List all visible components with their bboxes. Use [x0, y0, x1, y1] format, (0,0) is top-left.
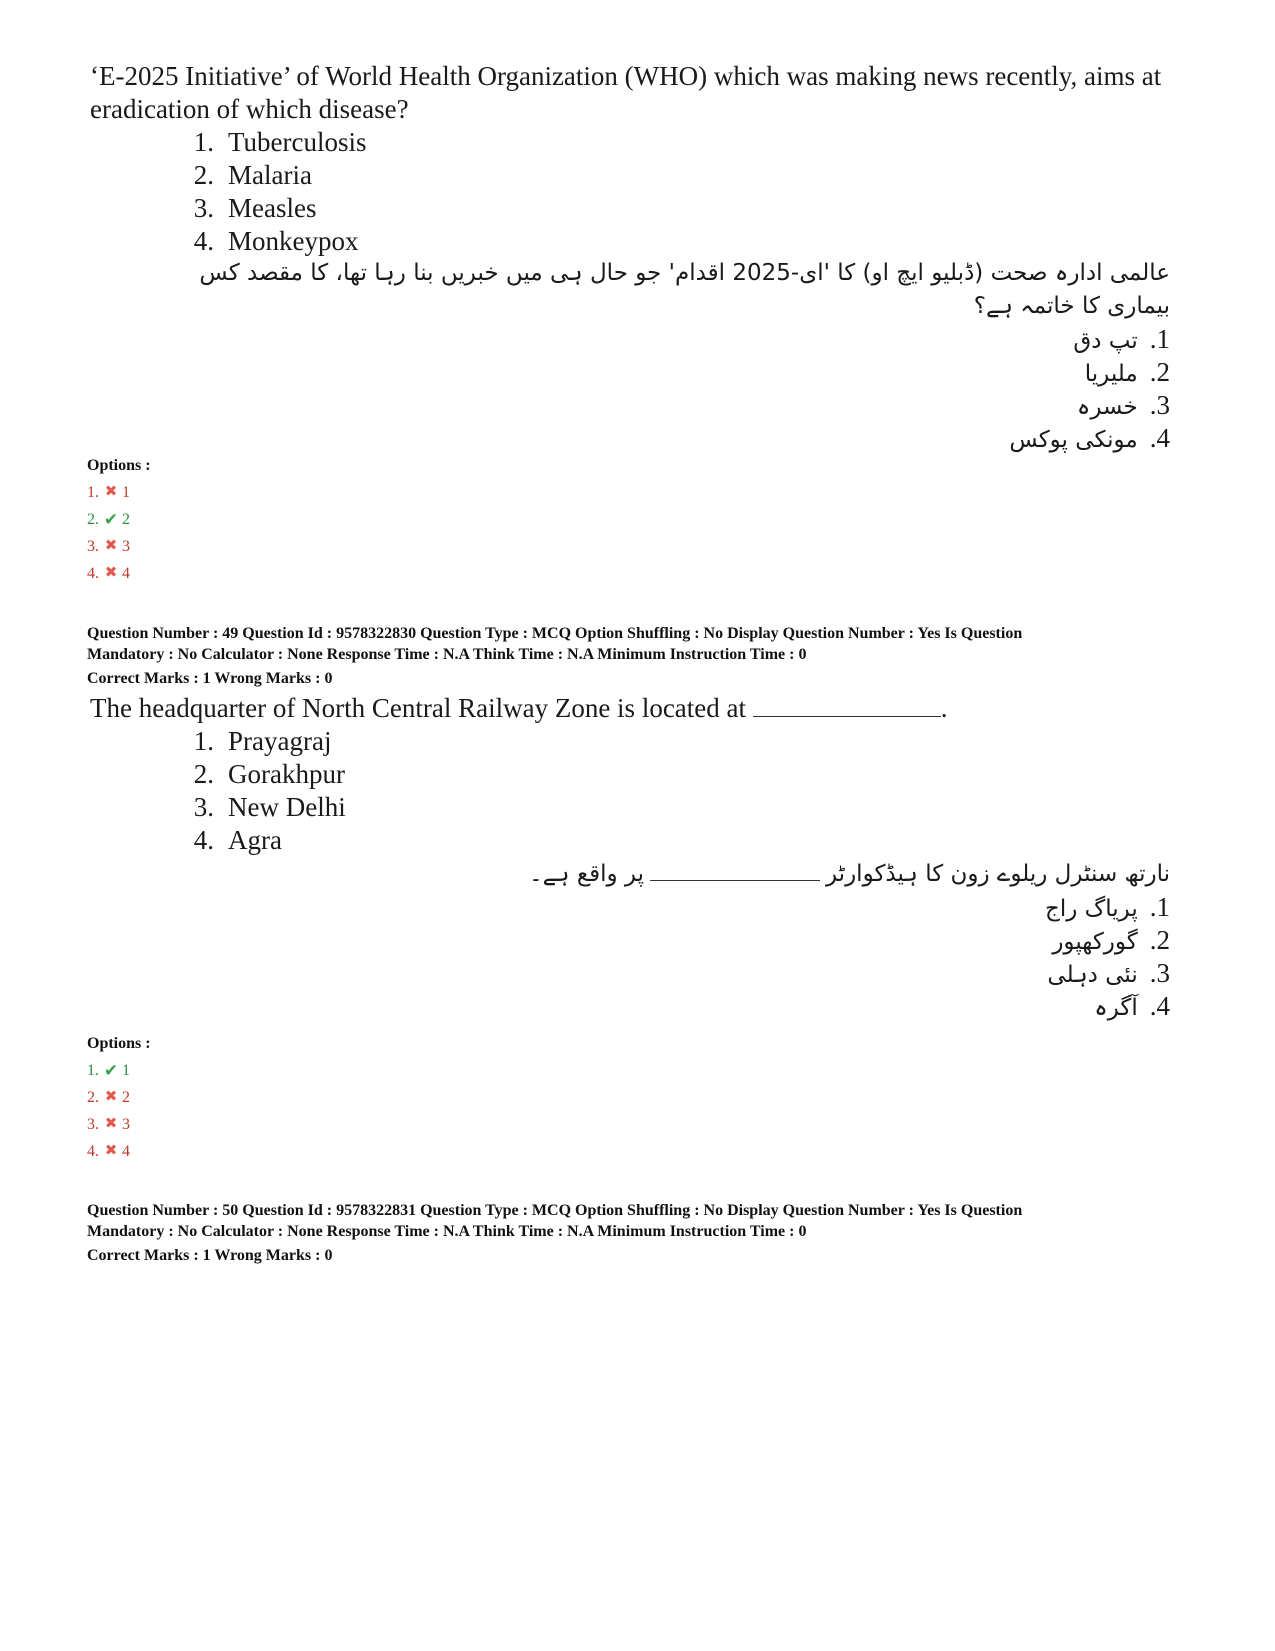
q49-choice-en: 1. Prayagraj — [193, 726, 332, 756]
option-3: 3. ✖ 3 — [87, 1111, 151, 1138]
q48-stem-ur: عالمی ادارہ صحت (ڈبلیو ایچ او) کا 'ای-2025 اقدام' جو حال ہی میں خبریں بنا رہا تھا، کا مقصد کس بیماری کا خاتمہ ہے؟ — [199, 260, 1170, 319]
q48-choice-en: 1. Tuberculosis — [193, 127, 367, 157]
q49-choice-ur: 2.گورکھپور — [1052, 925, 1170, 955]
answer-blank — [753, 692, 941, 717]
q49-choice-ur: 3.نئی دہلی — [1047, 958, 1170, 988]
check-icon: ✔ — [103, 1061, 119, 1080]
q49-choices-en — [90, 725, 1170, 857]
q48-choice-ur: 3.خسرہ — [1076, 390, 1170, 420]
option-2: 2. ✔ 2 — [87, 506, 151, 533]
q48-urdu — [130, 257, 1170, 455]
q49-marks: Correct Marks : 1 Wrong Marks : 0 — [87, 670, 333, 687]
q48-english — [90, 60, 1170, 258]
option-4: 4. ✖ 4 — [87, 560, 151, 587]
q48-choice-en: 4. Monkeypox — [193, 226, 359, 256]
answer-blank — [650, 860, 820, 881]
option-4: 4. ✖ 4 — [87, 1138, 151, 1165]
q48-options — [87, 457, 151, 587]
q49-options — [87, 1035, 151, 1165]
q49-choice-ur: 1.پریاگ راج — [1045, 892, 1170, 922]
q49-choice-en: 3. New Delhi — [193, 792, 346, 822]
q48-stem-en: ‘E-2025 Initiative’ of World Health Organization (WHO) which was making news recently, aims at eradication of which disease? — [90, 61, 1162, 124]
cross-icon: ✖ — [104, 1143, 118, 1159]
q49-meta — [87, 623, 1187, 689]
q48-choices-ur — [130, 323, 1170, 455]
cross-icon: ✖ — [104, 1089, 118, 1105]
cross-icon: ✖ — [104, 1116, 118, 1132]
q48-choice-en: 2. Malaria — [193, 160, 312, 190]
check-icon: ✔ — [103, 510, 119, 529]
q49-stem-en: The headquarter of North Central Railway Zone is located at . — [90, 693, 948, 723]
cross-icon: ✖ — [104, 565, 118, 581]
option-1: 1. ✔ 1 — [87, 1057, 151, 1084]
q49-choices-ur — [130, 891, 1170, 1023]
q49-choice-ur: 4.آگرہ — [1094, 991, 1170, 1021]
q49-meta-line-2: Mandatory : No Calculator : None Response Time : N.A Think Time : N.A Minimum Instruction Time : 0 — [87, 646, 807, 663]
q48-choice-ur: 2.ملیریا — [1084, 357, 1170, 387]
q48-choice-ur: 1.تپ دق — [1073, 324, 1170, 354]
q48-choices-en — [90, 126, 1170, 258]
q49-stem-ur: نارتھ سنٹرل ریلوے زون کا ہیڈکوارٹرپر واقع ہے۔ — [529, 861, 1170, 887]
option-3: 3. ✖ 3 — [87, 533, 151, 560]
q50-meta-line-2: Mandatory : No Calculator : None Response Time : N.A Think Time : N.A Minimum Instruction Time : 0 — [87, 1223, 807, 1240]
cross-icon: ✖ — [104, 538, 118, 554]
option-1: 1. ✖ 1 — [87, 479, 151, 506]
q48-choice-ur: 4.مونکی پوکس — [1009, 423, 1170, 453]
cross-icon: ✖ — [104, 484, 118, 500]
q49-english — [90, 692, 1170, 857]
option-2: 2. ✖ 2 — [87, 1084, 151, 1111]
q49-urdu — [130, 858, 1170, 1023]
options-title: Options : — [87, 457, 151, 474]
q49-meta-line-1: Question Number : 49 Question Id : 9578322830 Question Type : MCQ Option Shuffling : No Display Question Number : Yes Is Question — [87, 625, 1023, 642]
q50-meta-line-1: Question Number : 50 Question Id : 9578322831 Question Type : MCQ Option Shuffling : No Display Question Number : Yes Is Question — [87, 1202, 1023, 1219]
q49-choice-en: 2. Gorakhpur — [193, 759, 345, 789]
q50-meta — [87, 1200, 1187, 1266]
q48-choice-en: 3. Measles — [193, 193, 317, 223]
q49-choice-en: 4. Agra — [193, 825, 282, 855]
options-title: Options : — [87, 1035, 151, 1052]
q50-marks: Correct Marks : 1 Wrong Marks : 0 — [87, 1247, 333, 1264]
